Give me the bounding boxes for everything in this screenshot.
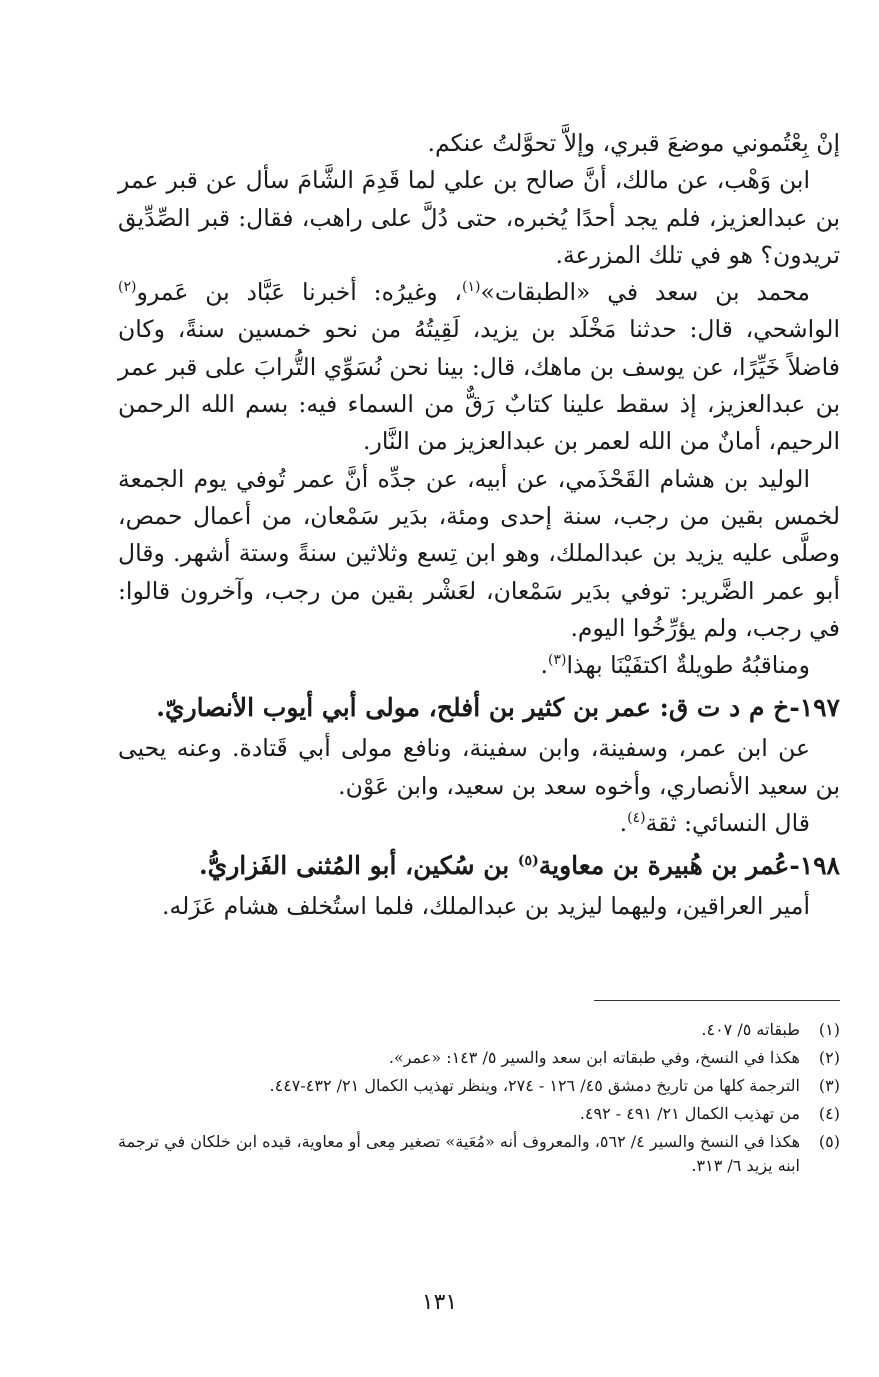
entry-198-heading-b: بن سُكين، أبو المُثنى الفَزاريُّ. (198, 851, 518, 881)
footnote-ref-1[interactable]: (١) (461, 279, 481, 296)
footnote-divider (594, 1000, 840, 1001)
entry-197-heading: ١٩٧-خ م د ت ق: عمر بن كثير بن أفلح، مولى أبي أيوب الأنصاريّ. (156, 693, 840, 723)
paragraph-2: ابن وَهْب، عن مالك، أنَّ صالح بن علي لما قَدِمَ الشَّامَ سأل عن قبر عمر بن عبدالعزيز، فلم يجد أحدًا يُخبره، حتى دُلَّ على راهب، فقال: قبر الصِّدِّيق تريدون؟ هو في تلك المزرعة. (118, 166, 840, 269)
paragraph-3-part-c: الواشحي، قال: حدثنا مَخْلَد بن يزيد، لَقِيتُهُ من نحو خمسين سنةً، وكان فاضلاً خَيِّرًا، عن يوسف بن ماهك، قال: بينا نحن نُسَوِّي التُّرابَ على قبر عمر بن عبدالعزيز، إذ سقط علينا كتابٌ رَقٌّ من السماء فيه: بسم الله الرحمن الرحيم، أمانٌ من الله لعمر بن عبدالعزيز من النَّار. (118, 315, 840, 456)
entry-197-text: عن ابن عمر، وسفينة، وابن سفينة، ونافع مولى أبي قَتادة. وعنه يحيى بن سعيد الأنصاري، وأخوه سعد بن سعيد، وابن عَوْن. (118, 734, 840, 800)
page-number: ١٣١ (421, 1290, 458, 1315)
footnote-1 (118, 1018, 840, 1042)
footnote-text: الترجمة كلها من تاريخ دمشق ٤٥/ ١٢٦ - ٢٧٤، وينظر تهذيب الكمال ٢١/ ٤٣٢-٤٤٧. (269, 1076, 800, 1095)
entry-198-text: أمير العراقين، وليهما ليزيد بن عبدالملك، فلما استُخلف هشام عَزَله. (162, 892, 810, 921)
footnote-ref-4[interactable]: (٤) (627, 810, 646, 827)
footnote-number: (٢) (818, 1048, 840, 1067)
paragraph-3 (118, 274, 840, 460)
paragraph-1: إنْ بِعْتُموني موضعَ قبري، وإلاَّ تحوَّلتُ عنكم. (427, 129, 840, 157)
footnote-3 (118, 1074, 840, 1098)
footnote-text: هكذا في النسخ، وفي طبقاته ابن سعد والسير ٥/ ١٤٣: «عمر». (388, 1048, 800, 1067)
footnote-text: هكذا في النسخ والسير ٤/ ٥٦٢، والمعروف أنه «مُعَية» تصغير مِعى أو معاوية، قيده ابن خلكان في ترجمة ابنه يزيد ٦/ ٣١٣. (118, 1132, 801, 1175)
entry-198-heading-a: ١٩٨-عُمر بن هُبيرة بن معاوية (538, 851, 840, 881)
footnote-ref-2[interactable]: (٢) (118, 279, 137, 296)
footnotes (118, 1018, 840, 1182)
footnote-ref-3[interactable]: (٣) (547, 652, 567, 669)
entry-197-nasai (118, 805, 840, 842)
footnote-text: من تهذيب الكمال ٢١/ ٤٩١ - ٤٩٢. (579, 1104, 800, 1123)
footnote-number: (٣) (818, 1076, 840, 1095)
paragraph-5-text: ومناقبُهُ طويلةٌ اكتفَيْنَا بهذا (566, 651, 810, 680)
footnote-5 (118, 1130, 840, 1178)
main-text (118, 125, 840, 926)
footnote-text: طبقاته ٥/ ٤٠٧. (701, 1020, 800, 1039)
entry-198-heading (118, 846, 840, 886)
footnote-number: (١) (818, 1020, 840, 1039)
nasai-end: . (619, 809, 628, 838)
paragraph-5 (118, 647, 840, 684)
footnote-4 (118, 1102, 840, 1126)
paragraph-3-part-a: محمد بن سعد في «الطبقات» (480, 278, 811, 307)
footnote-number: (٤) (818, 1104, 840, 1123)
footnote-2 (118, 1046, 840, 1070)
nasai-text: قال النسائي: ثقة (645, 809, 810, 838)
footnote-number: (٥) (818, 1132, 840, 1151)
footnote-ref-5[interactable]: (٥) (517, 853, 539, 870)
paragraph-5-end: . (540, 651, 548, 680)
paragraph-4: الوليد بن هشام القَحْذَمي، عن أبيه، عن جدِّه أنَّ عمر تُوفي يوم الجمعة لخمس بقين من رجب، سنة إحدى ومئة، بدَير سَمْعان، من أعمال حمص، وصلَّى عليه يزيد بن عبدالملك، وهو ابن تِسع وثلاثين سنةً وستة أشهر. وقال أبو عمر الضَّرير: توفي بدَير سَمْعان، لعَشْر بقين من رجب، وآخرون قالوا: في رجب، ولم يؤرِّخُوا اليوم. (118, 464, 840, 642)
paragraph-3-part-b: ، وغيرُه: أخبرنا عَبَّاد بن عَمرو (136, 278, 462, 307)
